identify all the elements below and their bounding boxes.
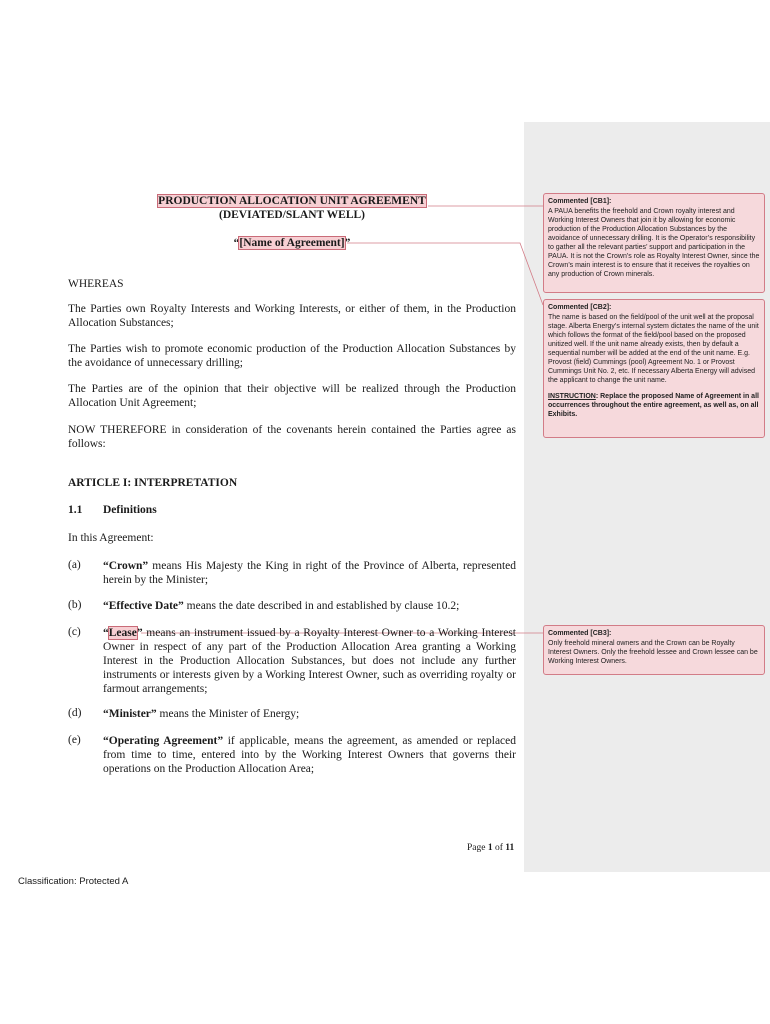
- comment-header: Commented [CB2]:: [548, 304, 612, 311]
- document-title: PRODUCTION ALLOCATION UNIT AGREEMENT: [158, 195, 426, 207]
- definition-effective-date: “Effective Date” means the date described in and established by clause 10.2;: [103, 600, 460, 612]
- comment-header: Commented [CB3]:: [548, 630, 612, 637]
- recital-paragraph: The Parties are of the opinion that their objective will be realized through the Production Allocation Unit Agreement;: [68, 383, 516, 409]
- article-heading: ARTICLE I: INTERPRETATION: [68, 477, 238, 489]
- definitions-intro: In this Agreement:: [68, 532, 154, 544]
- definition-label: (e): [68, 734, 81, 746]
- page-number: Page 1 of 11: [467, 843, 515, 853]
- section-title: Definitions: [103, 504, 157, 516]
- comment-text: A PAUA benefits the freehold and Crown royalty interest and Working Interest Owners that join it by allowing for economic production of the Production Allocation Substances by the avoidance of unnecessary drilling. It is the Operator’s responsibility to gather all the relevant parties’ support and participation in the PAUA. It is not the Crown’s role as Royalty Interest Owner, since the Crown’s main interest is to ensure that it receives the royalties on any production of Crown minerals.: [548, 208, 760, 278]
- definition-minister: “Minister” means the Minister of Energy;: [103, 708, 300, 720]
- definition-label: (a): [68, 559, 81, 571]
- comment-text: The name is based on the field/pool of the unit well at the proposal stage. Alberta Energy’s internal system dictates the name of the unit which follows the format of the field/pool based on the proposed unitized well. If the unit name already exists, then by default a sequential number will be added at the end of the unit name. E.g. Provost (field) Cummings (pool) Agreement No. 1 or Provost Cummings Unit No. 2, etc. If necessary Alberta Energy will advised the applicant to change the unit name.: [548, 314, 759, 384]
- document-subtitle: (DEVIATED/SLANT WELL): [218, 209, 366, 221]
- classification-label: Classification: Protected A: [18, 876, 129, 887]
- definition-label: (d): [68, 707, 82, 719]
- comment-cb3[interactable]: [543, 625, 765, 675]
- recital-paragraph: The Parties own Royalty Interests and Working Interests, or either of them, in the Production Allocation Substances;: [68, 303, 516, 329]
- definition-crown: “Crown” means His Majesty the King in right of the Province of Alberta, represented herein by the Minister;: [103, 560, 516, 586]
- comment-cb2[interactable]: [543, 299, 765, 438]
- comment-text: Only freehold mineral owners and the Crown can be Royalty Interest Owners. Only the freehold lessee and Crown lessee can be Working Interest Owners.: [548, 640, 758, 665]
- comment-instruction: INSTRUCTION: Replace the proposed Name of Agreement in all occurrences throughout the entire agreement, as well as, on all Exhibits.: [548, 393, 759, 418]
- whereas-heading: WHEREAS: [68, 278, 124, 290]
- definition-label: (b): [68, 599, 82, 611]
- agreement-name[interactable]: “[Name of Agreement]”: [233, 237, 351, 249]
- definition-operating-agreement: “Operating Agreement” if applicable, means the agreement, as amended or replaced from time to time, entered into by the Working Interest Owners that governs their operations on the Production Allocation Area;: [103, 735, 517, 775]
- recital-paragraph: The Parties wish to promote economic production of the Production Allocation Substances by the avoidance of unnecessary drilling;: [68, 343, 516, 369]
- agreement-clause: NOW THEREFORE in consideration of the covenants herein contained the Parties agree as follows:: [68, 424, 516, 450]
- section-number: 1.1: [68, 504, 83, 516]
- definition-label: (c): [68, 626, 81, 638]
- comment-header: Commented [CB1]:: [548, 198, 612, 205]
- definition-lease: “Lease” means an instrument issued by a Royalty Interest Owner to a Working Interest Owner in respect of any part of the Production Allocation Area granting a Working Interest in the Production Allocation Substances, but does not include any further instruments or interests given by a Working Interest Owner, such as overriding royalty or farmout arrangements;: [103, 627, 516, 695]
- comment-cb1[interactable]: [543, 193, 765, 293]
